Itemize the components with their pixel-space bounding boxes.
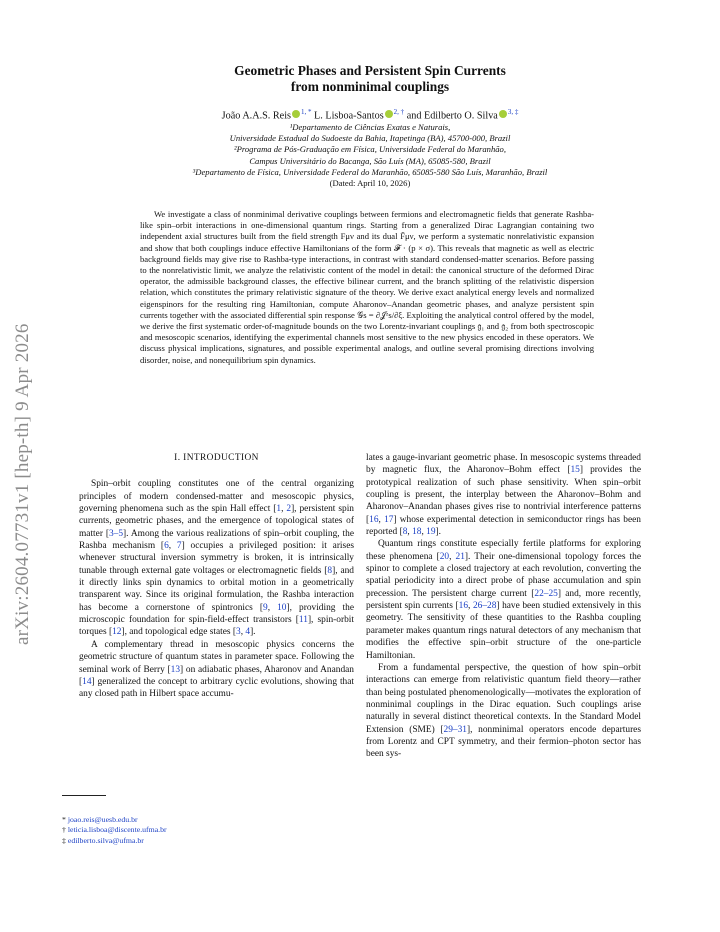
citation-link[interactable]: 3 [236,627,241,638]
orcid-icon[interactable] [385,110,393,118]
citation-link[interactable]: 8 [402,527,408,538]
citation-link[interactable]: 21 [455,551,465,562]
text-run: , [407,527,413,538]
citation-link[interactable]: 7 [176,541,182,552]
affiliations [100,122,640,189]
text-run: ], and it directly links spin dynamics to orbital motion in a geometrically transparent way. Since its original formulation, the Rashba interaction has become a cornerstone of spintronics [ [79,565,354,613]
citation-link[interactable]: 4 [245,627,251,638]
author-marks[interactable]: 3, ‡ [507,108,519,116]
footnote [62,836,342,846]
citation-link[interactable]: 16 [458,601,468,612]
author-list [120,106,620,122]
citation-link[interactable]: 19 [426,527,436,538]
citation-link[interactable]: 6 [164,541,169,552]
citation-link[interactable]: 29–31 [443,724,467,735]
text-run: ]. Their one-dimensional topology forces the spinor to complete a closed trajectory at each revolution, converting the spatial periodicity into a direct probe of phase accumulation and spin precession. The persistent charge current [ [366,551,642,599]
dated-line: (Dated: April 10, 2026) [329,178,411,189]
footnote [62,815,342,825]
author-name: L. Lisboa-Santos [314,110,384,122]
citation-link[interactable]: 3–5 [108,528,124,539]
citation-link[interactable]: 18 [412,527,422,538]
citation-link[interactable]: 13 [170,664,181,675]
body-paragraph [366,662,641,761]
author-name: João A.A.S. Reis [221,110,291,122]
text-run: ], spin-orbit torques [ [79,615,354,638]
citation-link[interactable]: 16 [369,514,379,525]
footnote-mark: * [62,815,66,824]
footnote-divider [62,795,106,796]
footnote [62,825,342,835]
text-run: Spin–orbit coupling constitutes one of the central organizing principles of modern condensed-matter and mesoscopic physics, governing phenomena such as the spin Hall effect [ [79,479,354,515]
title-line-1: Geometric Phases and Persistent Spin Currents [234,63,506,78]
text-run: ]. [250,627,256,638]
affiliation-line: ¹Departamento de Ciências Exatas e Naturais, [289,122,451,132]
citation-link[interactable]: 9 [263,602,268,613]
citation-link[interactable]: 12 [112,627,122,638]
affiliation-line: ³Departamento de Física, Universidade Federal do Maranhão, 65085-580 São Luís, Maranhão, Brazil [192,166,548,177]
text-run: , [449,551,456,562]
author-marks[interactable]: 2, † [393,108,405,116]
text-run: ], providing the microscopic foundation for spin-field-effect transistors [ [79,602,354,626]
affiliation-line: Campus Universitário do Bacanga, São Luís (MA), 65085-580, Brazil [249,155,491,166]
citation-link[interactable]: 10 [277,602,287,613]
email-link[interactable]: leticia.lisboa@discente.ufma.br [67,825,167,835]
paper-title [120,63,620,95]
text-run: , [240,627,246,638]
citation-link[interactable]: 20 [439,551,450,562]
email-link[interactable]: edilberto.silva@ufma.br [67,835,144,845]
author-name: Edilberto O. Silva [423,110,498,122]
text-run: , [267,602,278,613]
text-run: ] and, more recently, persistent spin currents [ [366,588,641,612]
text-run: ], and topological edge states [ [121,627,236,638]
text-run: ], nonminimal operators encode departures from Lorentz and CPT symmetry, and their fermion–photon sector has been sys- [366,724,641,760]
affiliation-line: Universidade Estadual do Sudoeste da Bahia, Itapetinga (BA), 45700-000, Brazil [229,133,511,144]
text-run: A complementary thread in mesoscopic physics concerns the geometric structure of quantum states in parameter space. Following the seminal work of Berry [ [79,639,354,675]
body-paragraph [366,538,641,661]
email-link[interactable]: joao.reis@uesb.edu.br [67,815,138,824]
citation-link[interactable]: 15 [570,465,580,476]
footnotes [62,815,342,846]
citation-link[interactable]: 1 [276,504,282,515]
citation-link[interactable]: 2 [286,504,292,515]
author-marks[interactable]: 1, * [301,108,312,116]
orcid-icon[interactable] [499,110,507,118]
left-column [79,452,354,701]
right-column [366,452,641,761]
text-run: ] generalized the concept to arbitrary cyclic evolutions, showing that any closed path in Hilbert space accumu- [79,676,354,700]
abstract [140,209,594,366]
title-line-2: from nonminimal couplings [290,79,450,94]
text-run: ] provides the prototypical realization of such phase sensitivity. When spin–orbit coupling is present, the interplay between the Aharonov–Bohm and Aharonov–Anandan phases gives rise to nontrivial interference patterns [ [366,465,641,525]
author-conjunction: and [406,110,422,122]
section-heading: I. INTRODUCTION [174,453,259,463]
left-column-body [79,478,354,700]
text-run: , [168,541,177,552]
citation-link[interactable]: 11 [298,615,308,626]
text-run: lates a gauge-invariant geometric phase. In mesoscopic systems threaded by magnetic flux, the Aharonov–Bohm effect [ [366,453,641,476]
text-run: ]. [435,527,441,538]
citation-link[interactable]: 14 [82,676,92,687]
text-run: ] have been studied extensively in this geometry. The sensitivity of these quantities to the Rashba coupling parameter makes quantum rings natural detectors of any mechanism that modifies the effective spin–orbit structure of the one-particle Hamiltonian. [366,601,642,661]
footnote-mark: † [62,825,66,835]
body-paragraph [79,478,354,638]
text-run: ], persistent spin currents, geometric phases, and the emergence of topological states of matter [ [79,504,354,539]
text-run: , [378,514,385,525]
right-column-body [366,452,641,761]
orcid-icon[interactable] [292,110,300,118]
text-run: ] occupies a privileged position: it arises whenever structural inversion symmetry is broken, it is intrinsically tunable through external gate voltages or electromagnetic fields [ [79,541,354,576]
text-run: , [281,504,287,515]
text-run: ]. Among the various realizations of spin–orbit coupling, the Rashba mechanism [ [79,528,354,552]
abstract-text: We investigate a class of nonminimal derivative couplings between fermions and electromagnetic fields that generate Rashba-like spin–orbit interactions in one-dimensional quantum rings. Starting from a generalized Dirac Lagrangian containing two independent axial structures built from the field strength Fμν and its dual F̃μν, we perform a systematic nonrelativistic expansion and show that both couplings induce effective Hamiltonians of the form 𝓕 · (p × σ). This reveals that magnetic as well as electric background fields may give rise to Rashba-type interactions, in contrast with standard condensed-matter scenarios. Before passing to the nonrelativistic limit, we analyze the relativistic content of the model in detail: the canonical structure of the deformed Dirac operator, the admissible background classes, the effective bilinear current, and the branch splitting of the relativistic dispersion relation, which constitutes the primary relativistic signature of the theory. We derive exact analytical energy levels and normalized eigenspinors for the resulting ring Hamiltonian, compute Aharonov–Anandan geometric phases, and analyze persistent spin currents together with the associated differential spin response 𝒢s = ∂𝒥ᶻs/∂ξ. Exploiting the analytical control offered by the model, we derive the first systematic order-of-magnitude bounds on the two Lorentz-invariant couplings 𝔤₁ and 𝔤₂ from both spectroscopic and mesoscopic scenarios, identifying the experimental channels most sensitive to the new physics encoded in these operators. We discuss physical implications, signatures, and possible experimental analogs, and outline several promising directions involving disorder, noise, and nonequilibrium spin dynamics. [140,209,594,365]
body-paragraph [79,639,354,701]
text-run: ] whose experimental detection in semiconductor rings has been reported [ [366,514,641,538]
text-run: , [421,527,427,538]
text-run: Quantum rings constitute especially fertile platforms for exploring these phenomena [ [366,539,641,562]
citation-link[interactable]: 26–28 [472,601,497,612]
footnote-mark: ‡ [62,835,66,845]
citation-link[interactable]: 22–25 [534,588,558,599]
body-paragraph [366,452,641,538]
text-run: , [468,601,473,612]
citation-link[interactable]: 17 [384,514,394,525]
affiliation-line: ²Programa de Pós-Graduação em Física, Universidade Federal do Maranhão, [234,144,506,155]
citation-link[interactable]: 8 [327,565,333,576]
arxiv-identifier-stamp: arXiv:2604.07731v1 [hep-th] 9 Apr 2026 [12,323,33,645]
text-run: ] on adiabatic phases, Aharonov and Anandan [ [79,664,354,687]
text-run: From a fundamental perspective, the question of how spin–orbit interactions can emerge from relativistic quantum field theory—rather than being postulated phenomenologically—motivates the exploration of nonminimal couplings in the Dirac equation. Such couplings arise naturally in several distinct theoretical contexts. In the Standard Model Extension (SME) [ [366,662,641,735]
